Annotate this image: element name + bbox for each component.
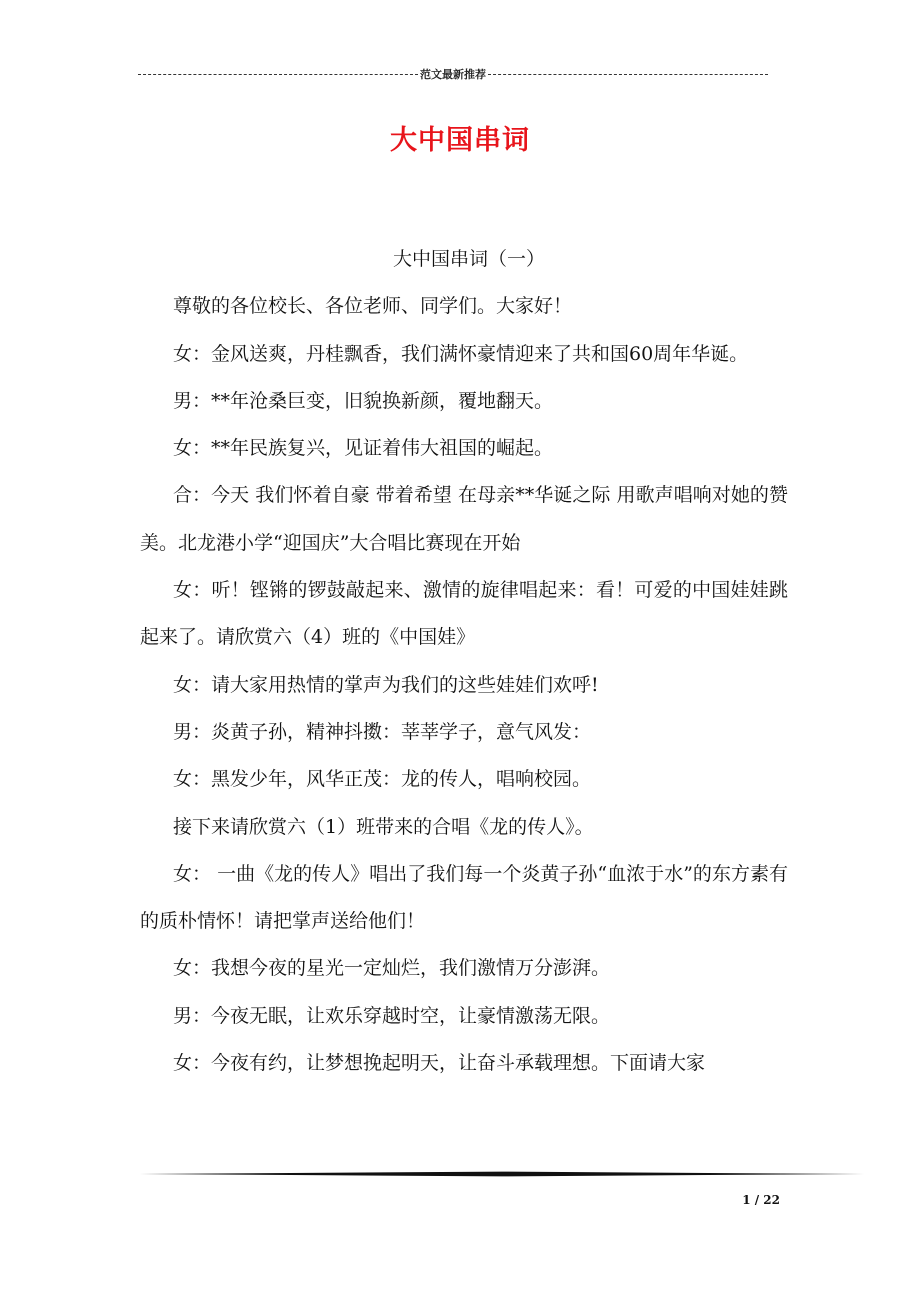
document-title: 大中国串词 xyxy=(390,125,530,156)
paragraph: 男：今夜无眠，让欢乐穿越时空，让豪情激荡无限。 xyxy=(173,1004,611,1027)
header-dash-left xyxy=(138,74,418,75)
paragraph: 男：炎黄子孙，精神抖擞：莘莘学子，意气风发： xyxy=(173,720,592,743)
paragraph: 女：黑发少年，风华正茂：龙的传人，唱响校园。 xyxy=(173,768,592,791)
document-body xyxy=(140,236,788,1087)
header-label: 范文最新推荐 xyxy=(420,68,486,81)
header-dash-right xyxy=(488,74,768,75)
paragraph: 女：请大家用热情的掌声为我们的这些娃娃们欢呼! xyxy=(173,673,599,696)
paragraph: 尊敬的各位校长、各位老师、同学们。大家好！ xyxy=(173,295,573,318)
paragraph: 女：我想今夜的星光一定灿烂，我们激情万分澎湃。 xyxy=(173,957,611,980)
paragraph: 女： 一曲《龙的传人》唱出了我们每一个炎黄子孙“血浓于水”的东方素有的质朴情怀！请把掌声送给他们！ xyxy=(140,862,788,933)
paragraph: 女：听！铿锵的锣鼓敲起来、激情的旋律唱起来：看！可爱的中国娃娃跳起来了。请欣赏六（4）班的《中国娃》 xyxy=(140,579,788,649)
paragraph: 合：今天 我们怀着自豪 带着希望 在母亲**华诞之际 用歌声唱响对她的赞美。北龙港小学“迎国庆”大合唱比赛现在开始 xyxy=(140,484,788,554)
page-number: 1 / 22 xyxy=(742,1193,780,1207)
section-subtitle: 大中国串词（一） xyxy=(392,248,545,270)
paragraph: 男：**年沧桑巨变，旧貌换新颜，覆地翻天。 xyxy=(173,389,554,412)
paragraph: 女：金风送爽，丹桂飘香，我们满怀豪情迎来了共和国60周年华诞。 xyxy=(173,342,749,365)
page-header xyxy=(138,66,768,82)
footer-divider xyxy=(140,1171,864,1177)
paragraph: 女：**年民族复兴，见证着伟大祖国的崛起。 xyxy=(173,437,554,460)
paragraph: 接下来请欣赏六（1）班带来的合唱《龙的传人》。 xyxy=(173,815,594,838)
paragraph: 女：今夜有约，让梦想挽起明天，让奋斗承载理想。下面请大家 xyxy=(173,1052,706,1075)
